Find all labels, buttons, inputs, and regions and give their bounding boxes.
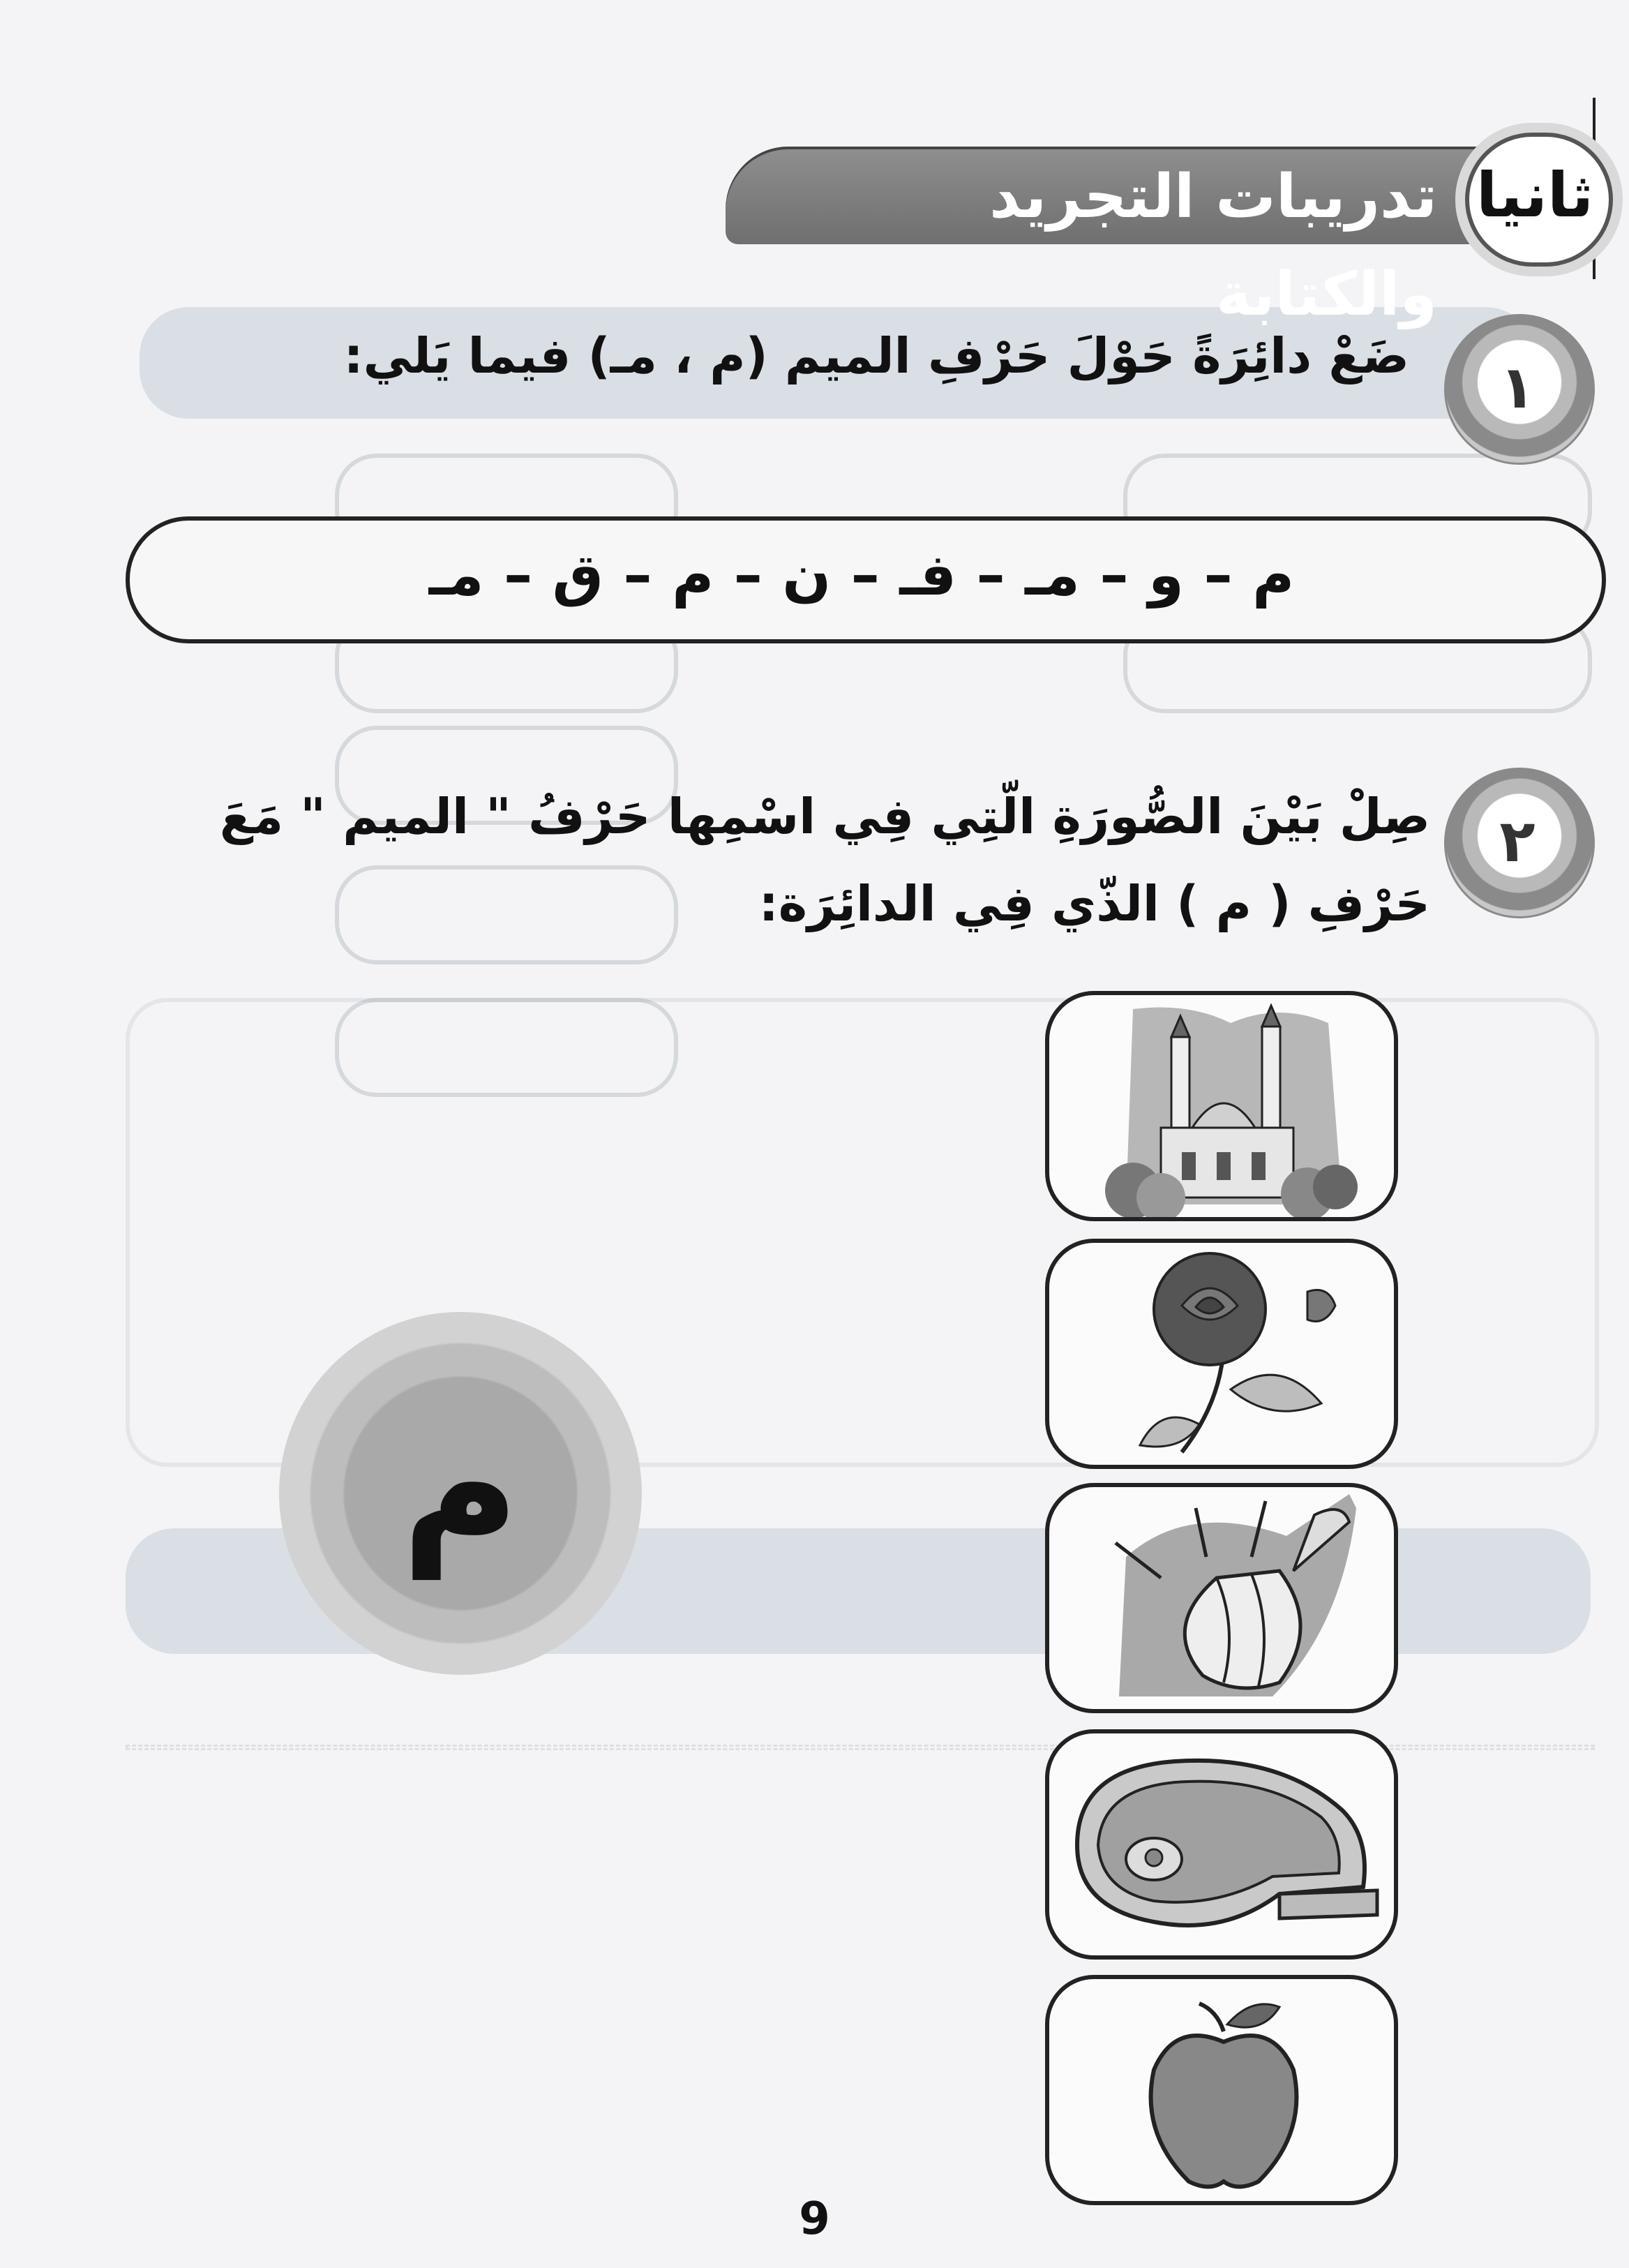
letter-sequence[interactable]: م – و – مـ – فـ – ن – م – ق – مـ [428, 542, 1295, 609]
garlic-icon [1049, 1487, 1394, 1709]
picture-rose[interactable] [1045, 1239, 1398, 1469]
mosque-icon [1049, 995, 1394, 1217]
rose-icon [1049, 1243, 1394, 1465]
picture-meat[interactable] [1045, 1729, 1398, 1960]
exercise-2-instruction-line-1: صِلْ بَيْنَ الصُّورَةِ الّتِي فِي اسْمِها حَرْفُ " الميم " مَعَ [219, 788, 1430, 845]
section-badge-label: ثانيا [1476, 159, 1594, 231]
picture-garlic[interactable] [1045, 1483, 1398, 1713]
exercise-1-number: ١ [1499, 353, 1536, 421]
section-title: تدريبات التجريد والكتابة [989, 162, 1437, 329]
target-letter: م [401, 1393, 520, 1579]
meat-icon [1049, 1733, 1394, 1955]
exercise-1-instruction: ضَعْ دائِرَةً حَوْلَ حَرْفِ الميم (م ، مـ) فيما يَلي: [343, 327, 1409, 385]
exercise-2-instruction-line-2: حَرْفِ ( م ) الذّي فِي الدائِرَة: [758, 875, 1430, 932]
picture-apple[interactable] [1045, 1975, 1398, 2205]
apple-icon [1049, 1979, 1394, 2201]
page-number: 9 [799, 2193, 830, 2245]
exercise-2-number: ٢ [1499, 807, 1536, 875]
picture-mosque[interactable] [1045, 991, 1398, 1221]
